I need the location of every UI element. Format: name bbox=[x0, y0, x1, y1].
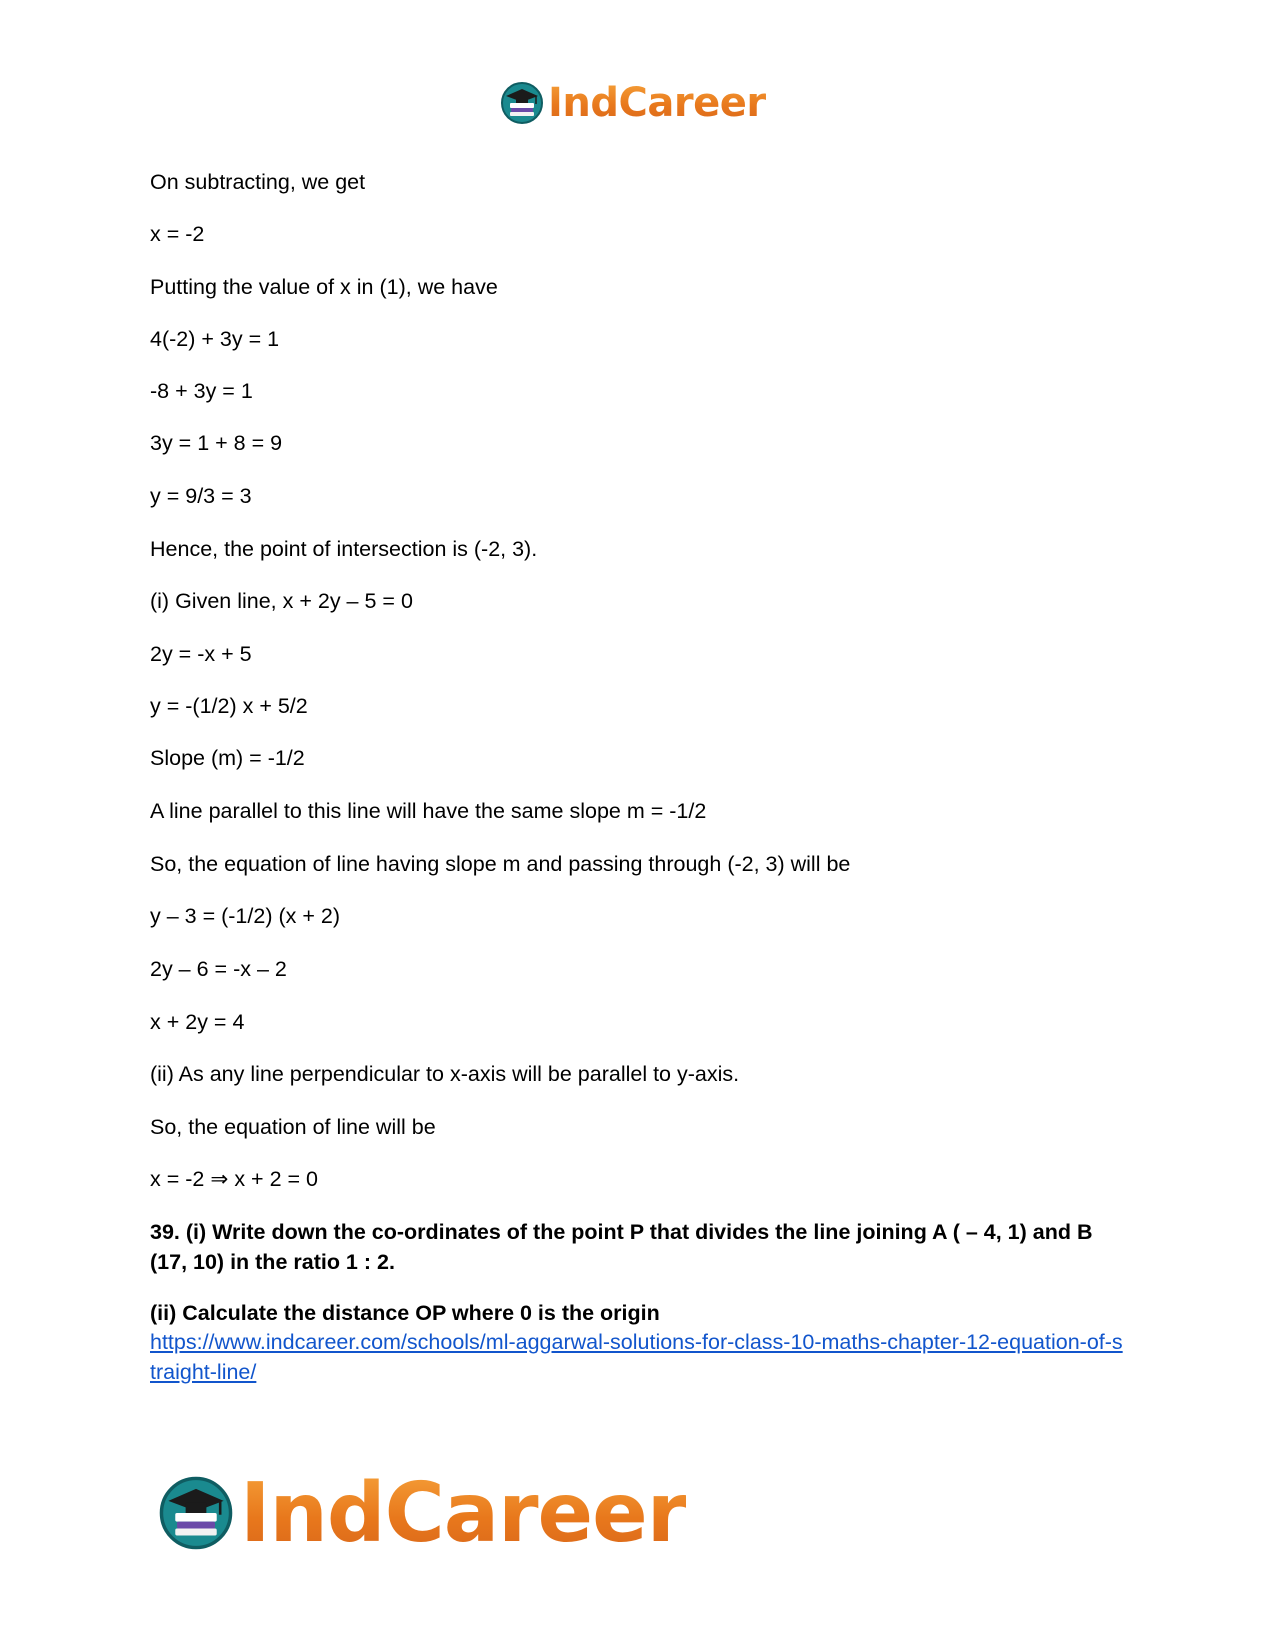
text-line: x + 2y = 4 bbox=[150, 1010, 245, 1034]
text-line: y = 9/3 = 3 bbox=[150, 484, 252, 508]
text-line: y – 3 = (-1/2) (x + 2) bbox=[150, 904, 340, 928]
source-link[interactable]: https://www.indcareer.com/schools/ml-aggarwal-solutions-for-class-10-maths-chapter-12-equation-of-straight-line/ bbox=[150, 1330, 1123, 1384]
text-line: So, the equation of line will be bbox=[150, 1115, 436, 1139]
text-line: Hence, the point of intersection is (-2, 3). bbox=[150, 537, 538, 561]
text-line: 3y = 1 + 8 = 9 bbox=[150, 431, 283, 455]
text-line: 2y – 6 = -x – 2 bbox=[150, 957, 287, 981]
text-line: 2y = -x + 5 bbox=[150, 642, 252, 666]
text-line: (i) Given line, x + 2y – 5 = 0 bbox=[150, 589, 413, 613]
text-line: y = -(1/2) x + 5/2 bbox=[150, 694, 308, 718]
logo-text: IndCareer bbox=[240, 1465, 687, 1561]
text-line: -8 + 3y = 1 bbox=[150, 379, 253, 403]
text-line: A line parallel to this line will have the same slope m = -1/2 bbox=[150, 799, 707, 823]
footer-logo bbox=[158, 1465, 687, 1561]
text-line: (ii) As any line perpendicular to x-axis will be parallel to y-axis. bbox=[150, 1062, 740, 1086]
text-line: x = -2 ⇒ x + 2 = 0 bbox=[150, 1167, 319, 1191]
text-line: Slope (m) = -1/2 bbox=[150, 746, 305, 770]
graduation-cap-books-icon bbox=[500, 81, 544, 125]
text-line: Putting the value of x in (1), we have bbox=[150, 275, 498, 299]
logo-text: IndCareer bbox=[548, 80, 766, 126]
text-line: x = -2 bbox=[150, 222, 205, 246]
graduation-cap-books-icon bbox=[158, 1475, 234, 1551]
question-39-part-2: (ii) Calculate the distance OP where 0 is the origin bbox=[150, 1301, 660, 1325]
text-line: So, the equation of line having slope m and passing through (-2, 3) will be bbox=[150, 852, 851, 876]
header-logo bbox=[500, 76, 766, 130]
text-line: 4(-2) + 3y = 1 bbox=[150, 327, 280, 351]
question-39-part-1: 39. (i) Write down the co-ordinates of the point P that divides the line joining A ( – 4, 1) and B (17, 10) in the ratio 1 : 2. bbox=[150, 1220, 1093, 1274]
text-line: On subtracting, we get bbox=[150, 170, 366, 194]
